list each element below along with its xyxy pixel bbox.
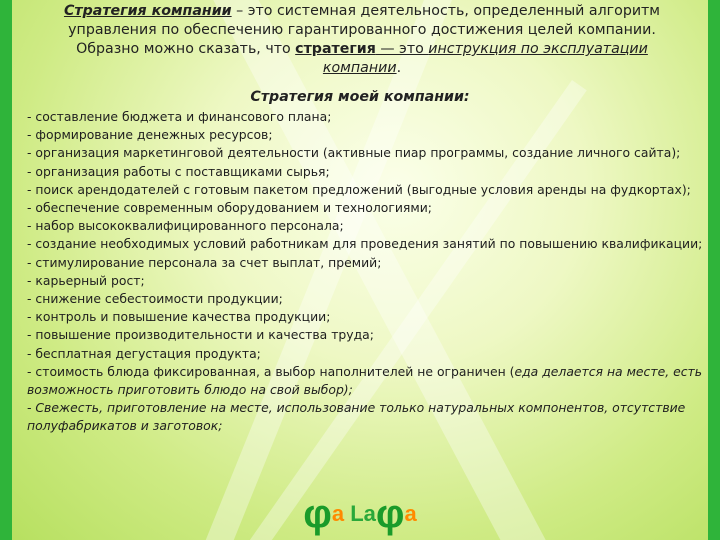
logo-a-1: a bbox=[331, 501, 345, 526]
intro-metaphor: инструкция по эксплуатации компании bbox=[322, 41, 648, 76]
list-item: - создание необходимых условий работникам для проведения занятий по повышению квалификации; bbox=[27, 236, 703, 252]
intro-definition: – это системная деятельность, определенный алгоритм управления по обеспечению гарантированного достижения целей компании. bbox=[68, 3, 661, 38]
intro-end: . bbox=[396, 60, 402, 76]
intro-paragraph bbox=[52, 2, 672, 78]
intro-term: Стратегия компании bbox=[63, 3, 232, 19]
logo-phi-2: φ bbox=[375, 492, 405, 536]
intro-dash: — это bbox=[375, 41, 429, 57]
strategy-heading: Стратегия моей компании: bbox=[250, 89, 470, 105]
list-item: - формирование денежных ресурсов; bbox=[27, 127, 273, 143]
brand-logo bbox=[12, 494, 708, 534]
list-item: - набор высококвалифицированного персонала; bbox=[27, 218, 344, 234]
list-item: - поиск арендодателей с готовым пакетом предложений (выгодные условия аренды на фудкортах); bbox=[27, 181, 691, 197]
list-item: - организация маркетинговой деятельности (активные пиар программы, создание личного сайта); bbox=[27, 145, 681, 161]
list-item-text: - стоимость блюда фиксированная, а выбор наполнителей не ограничен ( bbox=[27, 363, 515, 379]
list-item: - бесплатная дегустация продукта; bbox=[27, 345, 261, 361]
list-item-note: еда делается на месте, есть возможность приготовить блюдо на свой выбор); bbox=[27, 363, 703, 398]
list-item: - составление бюджета и финансового плана; bbox=[27, 109, 332, 124]
list-item: - карьерный рост; bbox=[27, 272, 145, 288]
list-item bbox=[27, 363, 708, 399]
logo-phi-1: φ bbox=[303, 492, 332, 536]
slide bbox=[12, 0, 708, 540]
intro-term-2: стратегия bbox=[295, 41, 376, 57]
list-item: - контроль и повышение качества продукции; bbox=[27, 309, 331, 325]
list-item: - обеспечение современным оборудованием и технологиями; bbox=[27, 200, 432, 216]
logo-la: La bbox=[344, 501, 376, 526]
list-item: - стимулирование персонала за счет выплат, премий; bbox=[27, 254, 382, 270]
logo-a-2: a bbox=[404, 501, 417, 526]
list-item: - снижение себестоимости продукции; bbox=[27, 291, 283, 307]
intro-lead: Образно можно сказать, что bbox=[76, 41, 296, 57]
list-item: - организация работы с поставщиками сырья; bbox=[27, 163, 330, 179]
list-item: - Свежесть, приготовление на месте, использование только натуральных компонентов, отсутствие полуфабрикатов и заготовок; bbox=[27, 400, 686, 434]
list-item: - повышение производительности и качества труда; bbox=[27, 327, 374, 343]
strategy-list bbox=[27, 108, 708, 436]
